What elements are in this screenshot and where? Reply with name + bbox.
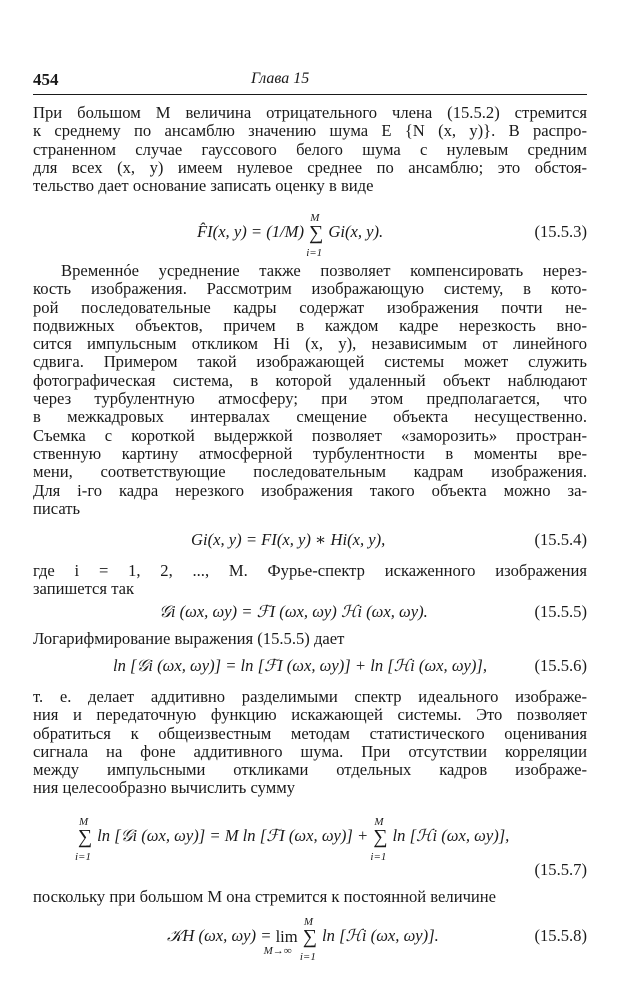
text-line: ния и передаточную функцию искажающей системы. Это позволяет <box>33 705 587 725</box>
text-line: ния целесообразно вычислить сумму <box>33 778 296 798</box>
equation-lhs: 𝒦H (ωx, ωy) = <box>167 926 272 945</box>
text-line: мени, соответствующие последовательным кадрам изображения. <box>33 462 587 482</box>
equation-number: (15.5.4) <box>534 530 587 549</box>
text-line: фотографическая система, в которой удаленный объект наблюдают <box>33 370 587 390</box>
equation-15-5-7 <box>33 816 587 886</box>
paragraph-1 <box>33 104 587 195</box>
text-line: подвижных объектов, причем в каждом кадре нерезкость вно- <box>33 315 587 335</box>
equation-number: (15.5.3) <box>534 222 587 241</box>
text-line: рой последовательные кадры содержат изображения почти не- <box>33 297 587 317</box>
sum-lower: i=1 <box>75 851 91 864</box>
equation-expression <box>167 916 439 964</box>
text-line: При большом M величина отрицательного члена (15.5.2) стремится <box>33 103 587 122</box>
equation-expression <box>75 816 510 864</box>
sum-lower: i=1 <box>370 851 387 864</box>
paragraph-2 <box>33 262 587 518</box>
sum-upper: M <box>303 916 314 929</box>
text-line: к среднему по ансамблю значению шума E {N (x, y)}. В распро- <box>33 121 587 141</box>
sum-lower: i=1 <box>299 951 316 964</box>
sum-lower: i=1 <box>306 247 323 260</box>
equation-number: (15.5.5) <box>534 602 587 621</box>
text-line: Для i-го кадра нерезкого изображения такого объекта можно за- <box>33 480 587 500</box>
text-line: для всех (x, y) имеем нулевое среднее по ансамблю; это обстоя- <box>33 157 587 177</box>
text-line: кость изображения. Рассмотрим изображающую систему, в кото- <box>33 279 587 299</box>
text-line: сигнала на фоне аддитивного шума. При отсутствии корреляции <box>33 741 587 761</box>
equation-expression: ln [𝒢i (ωx, ωy)] = ln [ℱI (ωx, ωy)] + ln [ℋi (ωx, ωy)], <box>113 656 488 675</box>
equation-rhs: Gi(x, y). <box>328 222 384 241</box>
text-line: страненном случае гауссового белого шума с нулевым средним <box>33 139 587 159</box>
equation-rhs: ln [ℋi (ωx, ωy)]. <box>322 926 439 945</box>
text-line: ственную картину атмосферной турбулентности в моменты вре- <box>33 443 587 463</box>
text-line: Съемка с короткой выдержкой позволяет «заморозить» простран- <box>33 425 587 445</box>
text-line: т. е. делает аддитивно разделимыми спектр идеального изображе- <box>33 687 587 706</box>
limit-operator <box>263 927 298 958</box>
equation-expression: 𝒢i (ωx, ωy) = ℱI (ωx, ωy) ℋi (ωx, ωy). <box>159 602 428 621</box>
sum-upper: M <box>374 816 384 829</box>
equation-lhs: F̂I(x, y) = (1/M) <box>197 222 305 241</box>
sum-symbol: ∑ M i=1 <box>308 223 324 243</box>
sum-symbol: ∑ M i=1 <box>77 827 93 847</box>
chapter-title: Глава 15 <box>251 70 310 87</box>
equation-part-2: ln [ℋi (ωx, ωy)], <box>392 826 510 845</box>
equation-15-5-8 <box>33 916 587 964</box>
paragraph-4 <box>33 630 587 648</box>
sum-upper: M <box>79 816 89 829</box>
equation-number: (15.5.8) <box>534 926 587 945</box>
text-line: между импульсными откликами отдельных кадров изображе- <box>33 760 587 780</box>
equation-part-1: ln [𝒢i (ωx, ωy)] = M ln [ℱI (ωx, ωy)] + <box>97 826 369 845</box>
text-line: обратиться к общеизвестным методам статистического оценивания <box>33 723 587 743</box>
header-rule <box>33 94 587 95</box>
equation-15-5-6 <box>33 656 587 686</box>
text-line: Временнóе усреднение также позволяет компенсировать нерез- <box>61 261 587 280</box>
text-line: тельство дает основание записать оценку в виде <box>33 176 374 196</box>
text-line: через турбулентную атмосферу; при этом предполагается, что <box>33 389 587 409</box>
sum-upper: M <box>310 212 320 225</box>
paragraph-3 <box>33 562 587 599</box>
text-line: сится импульсным откликом Hi (x, y), независимым от линейного <box>33 334 587 354</box>
running-header <box>33 70 587 94</box>
equation-expression: Gi(x, y) = FI(x, y) ∗ Hi(x, y), <box>191 530 386 549</box>
equation-number: (15.5.7) <box>534 860 587 879</box>
page-number: 454 <box>33 70 59 89</box>
lim-subscript: M→∞ <box>263 945 292 958</box>
equation-15-5-5 <box>33 602 587 632</box>
text-line: где i = 1, 2, ..., M. Фурье-спектр искаженного изображения <box>33 561 587 580</box>
text-line: писать <box>33 498 81 518</box>
text-line: поскольку при большом M она стремится к постоянной величине <box>33 887 497 906</box>
lim-text: lim <box>275 927 298 947</box>
equation-15-5-4 <box>33 530 587 560</box>
text-line: сдвига. Примером такой изображающей системы может служить <box>33 352 587 372</box>
sum-symbol: ∑ M i=1 <box>372 827 388 847</box>
equation-expression <box>197 212 384 260</box>
equation-number: (15.5.6) <box>534 656 587 675</box>
text-line: Логарифмирование выражения (15.5.5) дает <box>33 629 345 648</box>
paragraph-6 <box>33 888 587 906</box>
text-line: запишется так <box>33 579 135 599</box>
sum-symbol: ∑ M i=1 <box>302 927 318 947</box>
paragraph-5 <box>33 688 587 798</box>
equation-15-5-3 <box>33 212 587 260</box>
text-line: в межкадровых интервалах смещение объекта несущественно. <box>33 407 587 427</box>
